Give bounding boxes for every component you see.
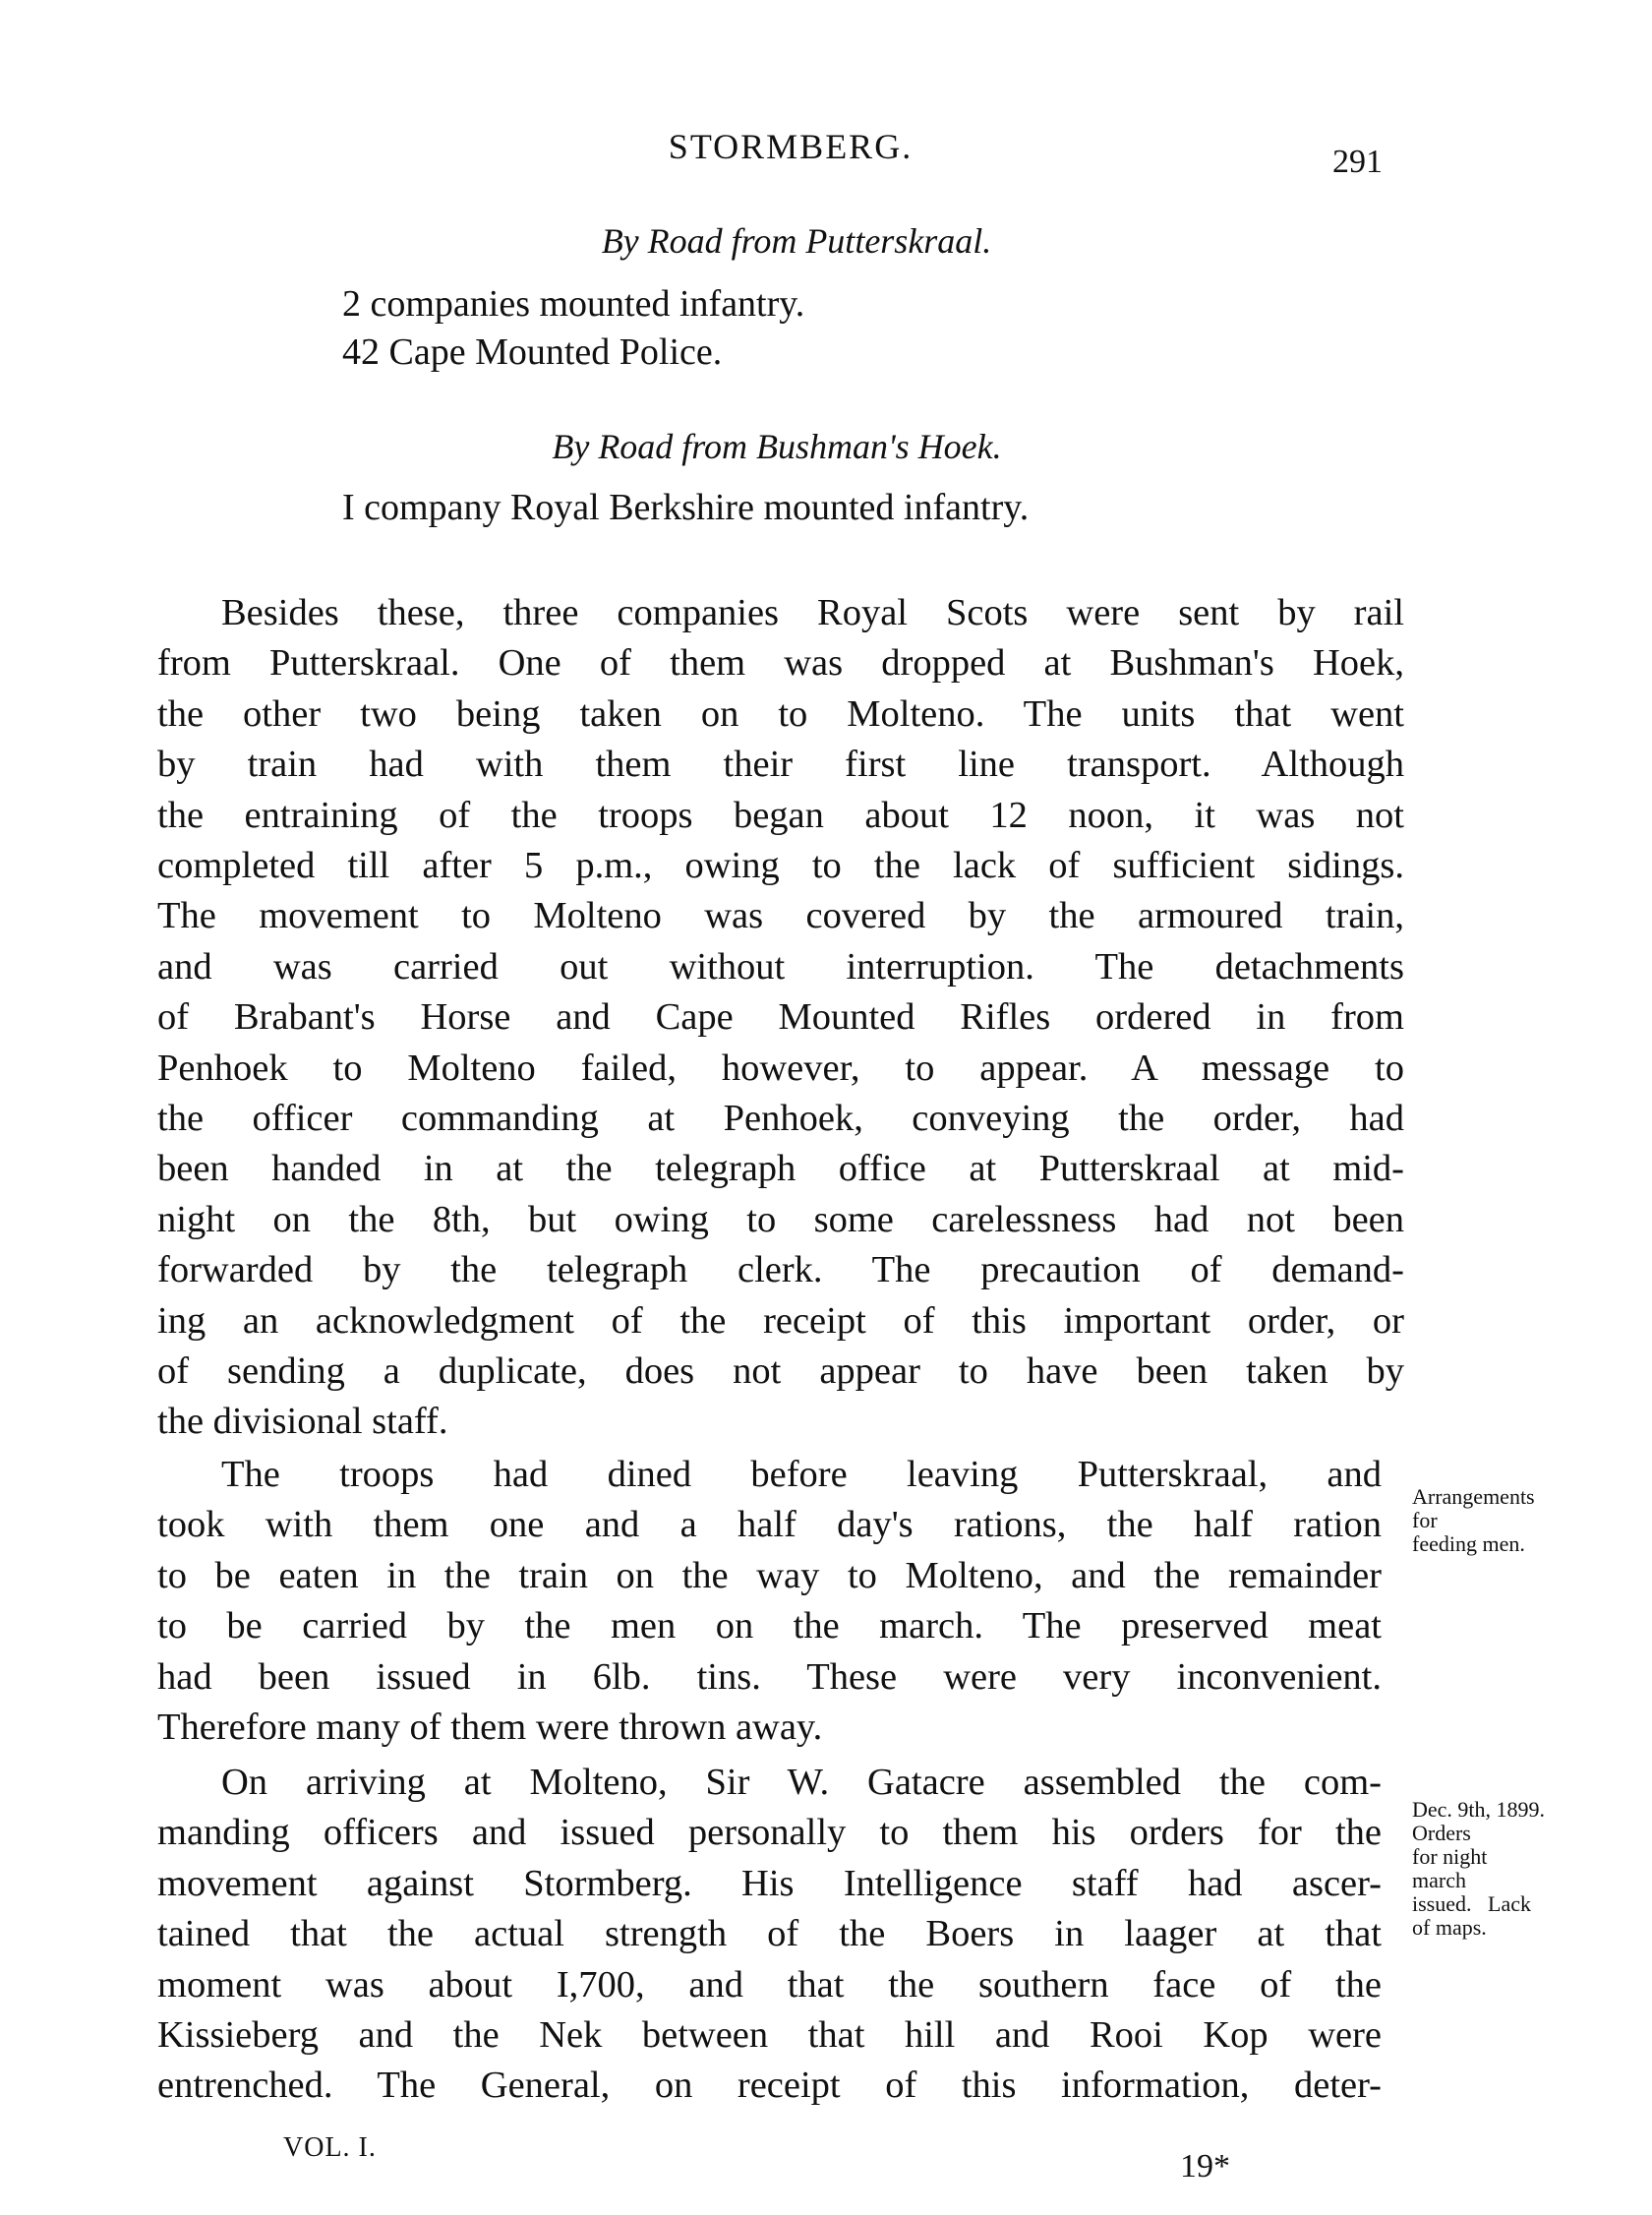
margin-note-line: feeding men. bbox=[1412, 1531, 1525, 1556]
text-line: The troops had dined before leaving Putterskraal, and bbox=[221, 1454, 1382, 1495]
text-line: had been issued in 6lb. tins. These were very inconvenient. bbox=[157, 1655, 1382, 1698]
text-line: to be carried by the men on the march. The preserved meat bbox=[157, 1605, 1382, 1647]
text-line: moment was about I,700, and that the southern face of the bbox=[157, 1963, 1382, 2005]
signature-mark: 19* bbox=[1180, 2148, 1230, 2185]
text-line: manding officers and issued personally to them his orders for the bbox=[157, 1812, 1382, 1854]
margin-note-line: Dec. 9th, 1899. bbox=[1412, 1797, 1546, 1822]
margin-note-line: issued. Lack bbox=[1412, 1891, 1531, 1916]
volume-label: VOL. I. bbox=[283, 2132, 377, 2163]
running-title: STORMBERG. bbox=[668, 127, 914, 166]
section-heading: By Road from Bushman's Hoek. bbox=[552, 427, 1002, 466]
text-line: by train had with them their first line transport. Although bbox=[157, 744, 1404, 786]
margin-note-line: march bbox=[1412, 1868, 1466, 1892]
text-line: been handed in at the telegraph office at Putterskraal at mid- bbox=[157, 1148, 1404, 1190]
text-line: night on the 8th, but owing to some carelessness had not been bbox=[157, 1198, 1404, 1240]
text-line: and was carried out without interruption. The detachments bbox=[157, 945, 1404, 988]
text-line: forwarded by the telegraph clerk. The precaution of demand- bbox=[157, 1249, 1404, 1291]
margin-note-line: Orders bbox=[1412, 1821, 1471, 1845]
text-line: On arriving at Molteno, Sir W. Gatacre assembled the com- bbox=[221, 1762, 1382, 1803]
margin-note-line: of maps. bbox=[1412, 1915, 1487, 1940]
page-number: 291 bbox=[1332, 144, 1383, 180]
list-item: 2 companies mounted infantry. bbox=[342, 283, 805, 325]
text-line: Therefore many of them were thrown away. bbox=[157, 1706, 823, 1748]
text-line: of Brabant's Horse and Cape Mounted Rifles ordered in from bbox=[157, 996, 1404, 1039]
text-line: tained that the actual strength of the Boers in laager at that bbox=[157, 1913, 1382, 1955]
margin-note-line: for bbox=[1412, 1508, 1438, 1532]
text-line: completed till after 5 p.m., owing to the lack of sufficient sidings. bbox=[157, 845, 1404, 886]
text-line: of sending a duplicate, does not appear to have been taken by bbox=[157, 1350, 1404, 1392]
text-line: Besides these, three companies Royal Scots were sent by rail bbox=[221, 592, 1404, 633]
text-line: ing an acknowledgment of the receipt of this important order, or bbox=[157, 1299, 1404, 1342]
text-line: the entraining of the troops began about 12 noon, it was not bbox=[157, 794, 1404, 836]
section-heading: By Road from Putterskraal. bbox=[601, 221, 992, 261]
text-line: to be eaten in the train on the way to Molteno, and the remainder bbox=[157, 1554, 1382, 1596]
text-line: entrenched. The General, on receipt of this information, deter- bbox=[157, 2065, 1382, 2107]
list-item: 42 Cape Mounted Police. bbox=[342, 331, 723, 373]
text-line: movement against Stormberg. His Intelligence staff had ascer- bbox=[157, 1862, 1382, 1904]
text-line: the other two being taken on to Molteno. The units that went bbox=[157, 692, 1404, 735]
margin-note-line: for night bbox=[1412, 1844, 1488, 1869]
text-line: The movement to Molteno was covered by the armoured train, bbox=[157, 895, 1404, 937]
text-line: Kissieberg and the Nek between that hill and Rooi Kop were bbox=[157, 2014, 1382, 2056]
text-line: the officer commanding at Penhoek, conveying the order, had bbox=[157, 1098, 1404, 1139]
text-line: took with them one and a half day's rations, the half ration bbox=[157, 1504, 1382, 1546]
text-line: the divisional staff. bbox=[157, 1401, 448, 1443]
list-item: I company Royal Berkshire mounted infantry. bbox=[342, 487, 1030, 528]
text-line: Penhoek to Molteno failed, however, to appear. A message to bbox=[157, 1047, 1404, 1089]
text-line: from Putterskraal. One of them was dropped at Bushman's Hoek, bbox=[157, 642, 1404, 685]
margin-note-line: Arrangements bbox=[1412, 1484, 1535, 1509]
